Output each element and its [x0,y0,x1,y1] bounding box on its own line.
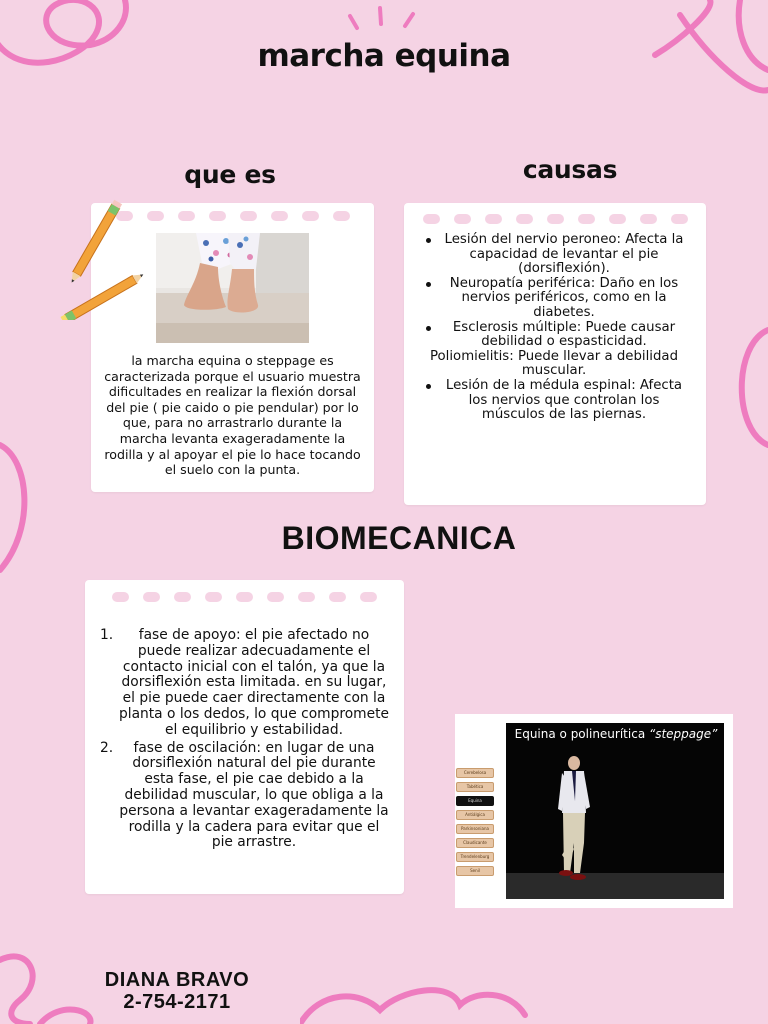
caption-emphasis: “steppage” [649,727,718,741]
list-item: Poliomielitis: Puede llevar a debilidad muscular. [429,348,679,379]
causas-list [418,233,690,423]
list-number: 1. [100,627,114,643]
card-holes [404,214,706,224]
list-item: Esclerosis múltiple: Puede causar debilidad o espasticidad. [418,321,690,350]
gait-label: Cerebelosa [456,768,494,778]
biomecanica-heading: BIOMECANICA [281,520,517,556]
doodle-bottom-right [300,985,530,1024]
gait-label-active: Equina [456,796,494,806]
causas-list-container [418,233,690,423]
gait-label: Trendelenburg [456,852,494,862]
biomecanica-list [98,628,390,851]
gait-label: Tabética [456,782,494,792]
list-text: fase de apoyo: el pie afectado no puede realizar adecuadamente el contacto inicial con el talón, ya que la dorsiflexión esta limitada. en su lugar, el pie puede caer directamente con la planta o los dedos, lo que compromete el equilibrio y estabilidad. [118,627,390,738]
page-title: marcha equina [257,38,511,74]
pencils-icon [48,190,148,324]
list-item [98,741,390,852]
list-item: Lesión de la médula espinal: Afecta los nervios que controlan los músculos de las piernas. [418,379,690,423]
author-block [80,969,274,1013]
doodle-right-middle [728,320,768,450]
causas-heading: causas [522,155,618,184]
doodle-left-middle [0,440,40,580]
list-item: Neuropatía periférica: Daño en los nervios periféricos, como en la diabetes. [418,277,690,321]
gait-label: Senil [456,866,494,876]
biomecanica-list-container [98,628,390,851]
steppage-video-frame [506,723,724,899]
gait-label: Claudicante [456,838,494,848]
list-item [98,628,390,739]
feet-photo [156,233,309,343]
author-name: DIANA BRAVO [104,969,250,991]
steppage-image [455,714,733,908]
steppage-caption [508,727,724,741]
card-holes [85,592,404,602]
causas-card [404,203,706,505]
list-item: Lesión del nervio peroneo: Afecta la capacidad de levantar el pie (dorsiflexión). [418,233,690,277]
author-id: 2-754-2171 [123,991,231,1013]
gait-label: Antiálgica [456,810,494,820]
que-es-heading: que es [184,160,276,189]
gait-type-labels [456,768,494,880]
list-number: 2. [100,739,114,756]
caption-prefix: Equina o polineurítica [514,727,649,741]
doodle-sparkle [345,4,420,34]
que-es-text: la marcha equina o steppage es caracterizada porque el usuario muestra dificultades en realizar la flexión dorsal del pie ( pie caido o pie pendular) por lo que, para no arrastrarlo durante la marcha levanta exageradamente la rodilla y al apoyar el pie lo hace tocando el suelo con la punta. [104,353,361,478]
biomecanica-card [85,580,404,894]
list-text: fase de oscilación: en lugar de una dorsiflexión natural del pie durante esta fase, el pie cae debido a la debilidad muscular, lo que obliga a la persona a levantar exageradamente la rodilla y la cadera para evitar que el pie arrastre. [119,739,389,851]
gait-label: Parkinsoniana [456,824,494,834]
